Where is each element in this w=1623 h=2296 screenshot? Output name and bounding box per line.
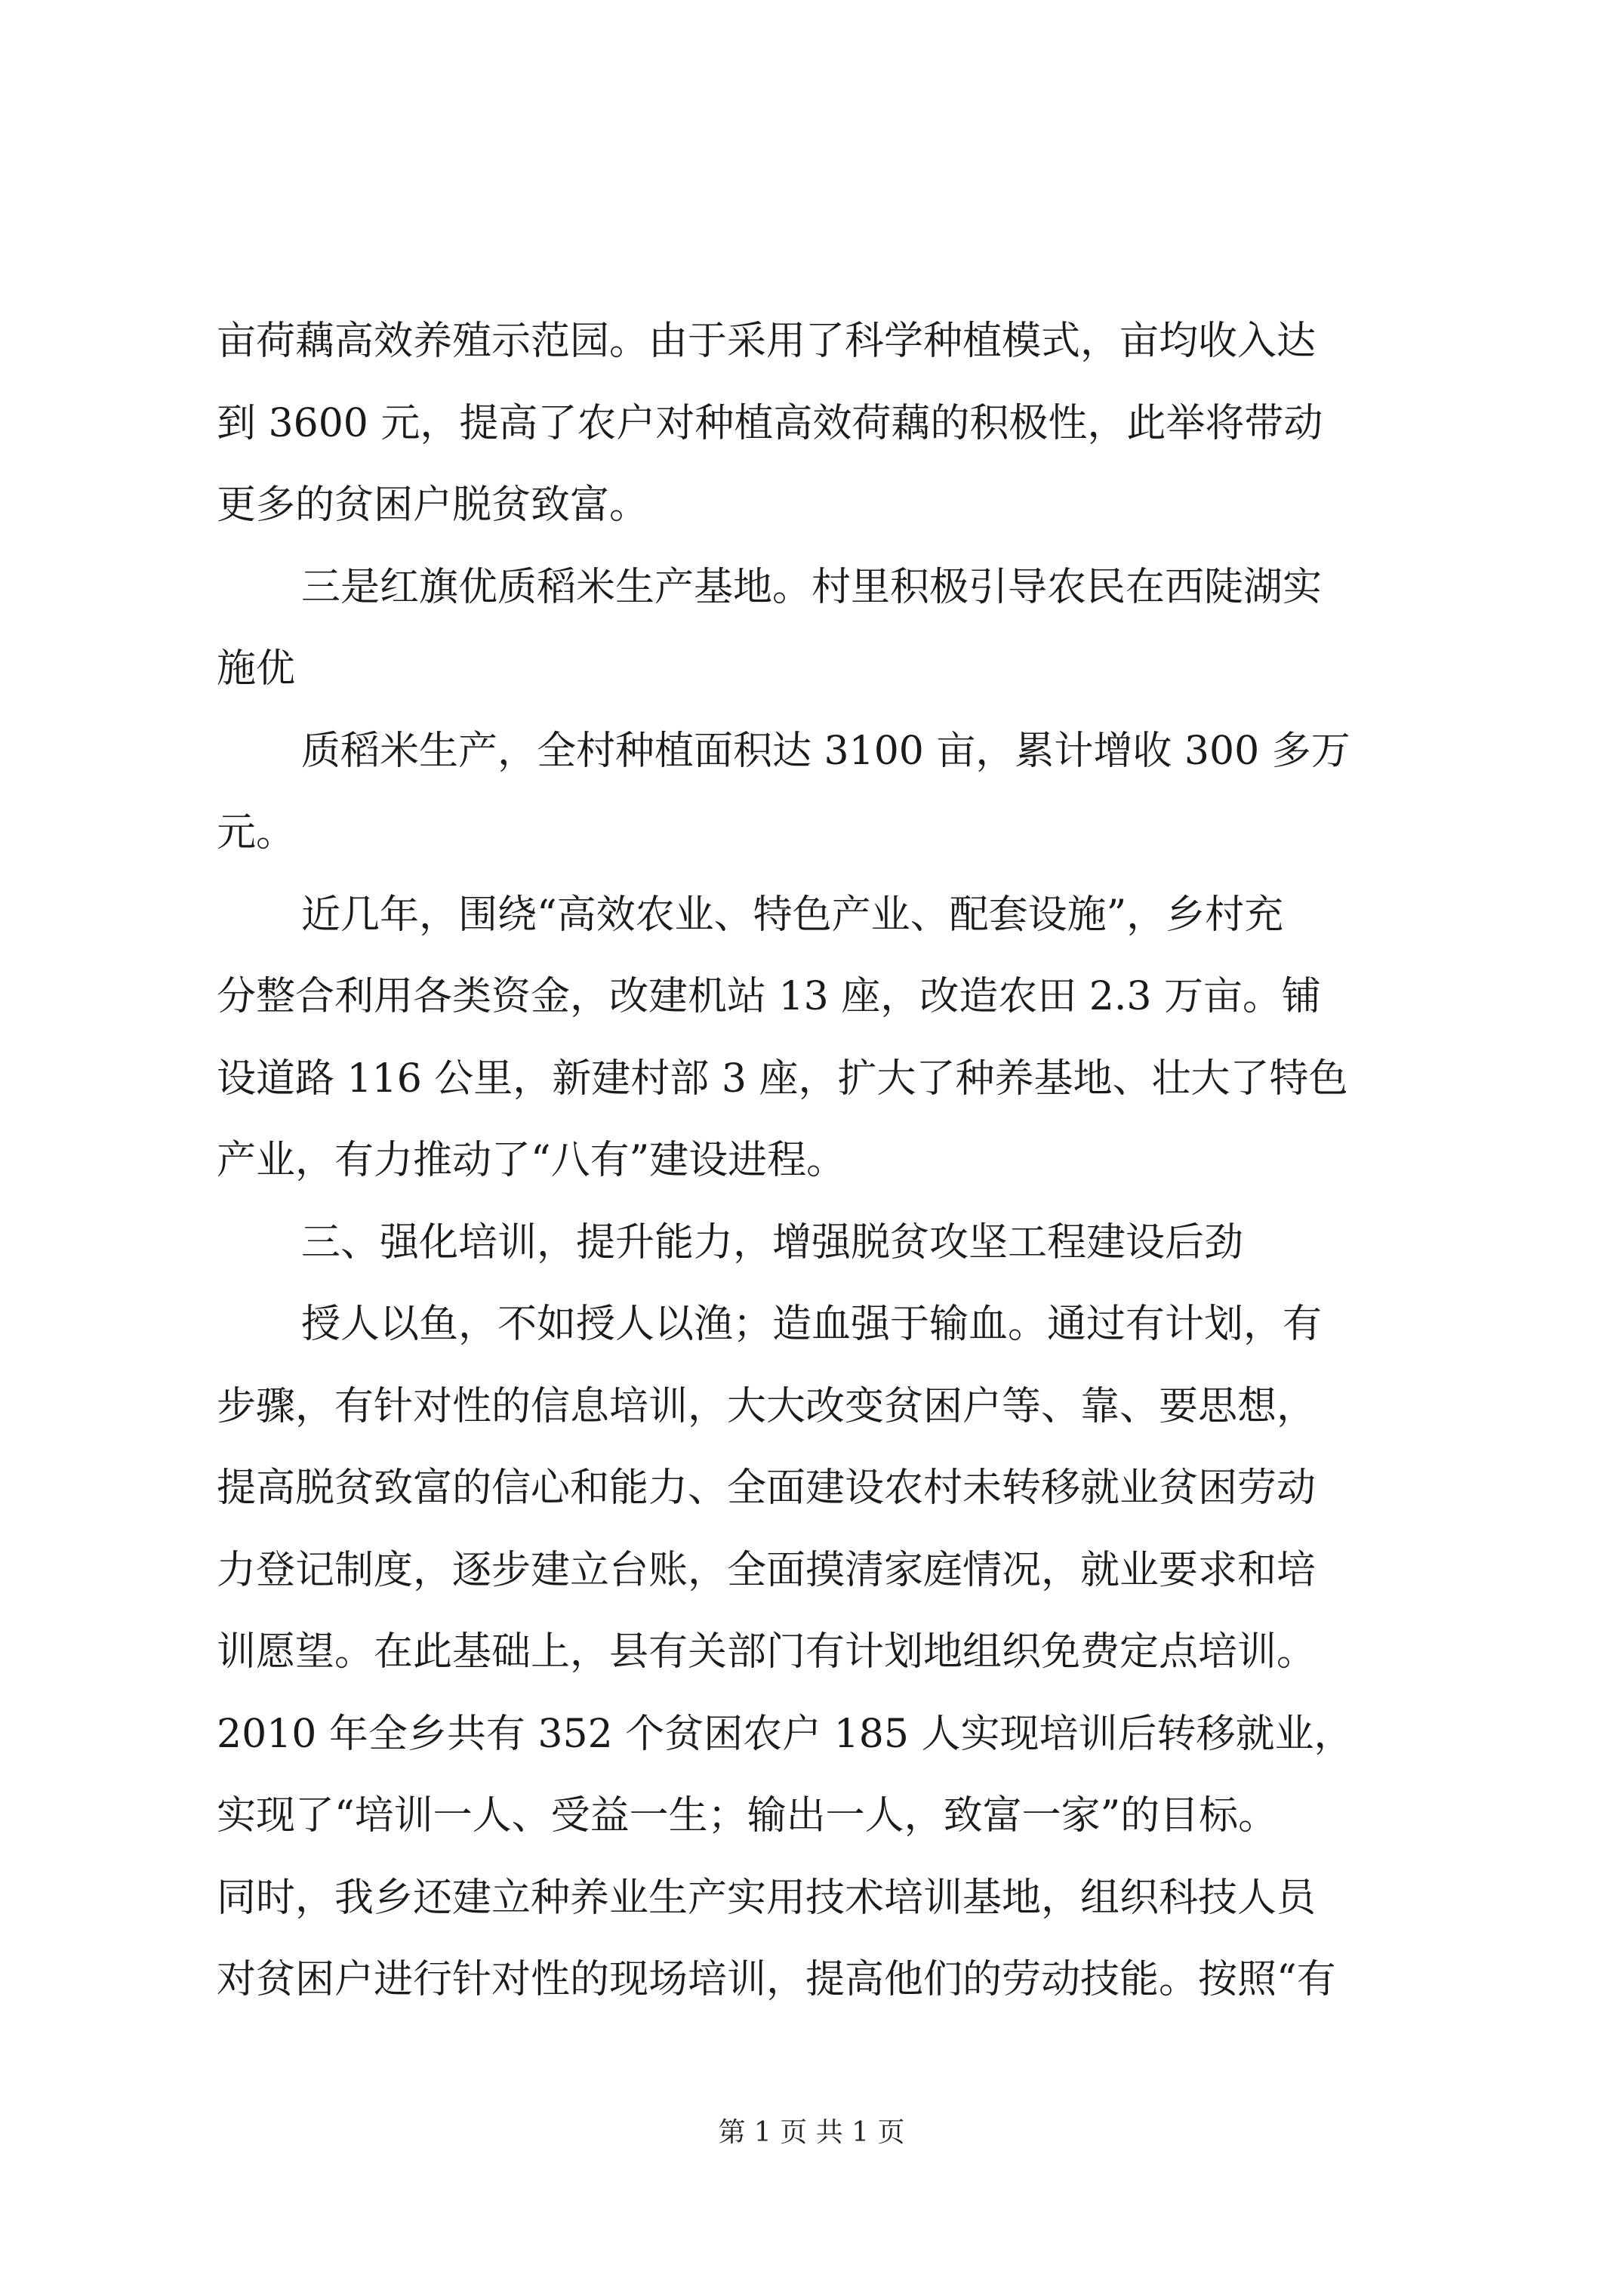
text-line: 提高脱贫致富的信心和能力、全面建设农村未转移就业贫困劳动: [217, 1465, 1317, 1511]
text-line: 对贫困户进行针对性的现场培训，提高他们的劳动技能。按照“有: [217, 1957, 1336, 2002]
text-line: 三是红旗优质稻米生产基地。村里积极引导农民在西陡湖实: [301, 564, 1323, 610]
page-footer: [0, 2114, 1623, 2152]
text-line: 同时，我乡还建立种养业生产实用技术培训基地，组织科技人员: [217, 1875, 1317, 1921]
text-line: 质稻米生产，全村种植面积达 3100 亩，累计增收 300 多万: [301, 728, 1350, 774]
text-line: 元。: [217, 810, 296, 855]
text-line: 设道路 116 公里，新建村部 3 座，扩大了种养基地、壮大了特色: [217, 1056, 1348, 1102]
text-line: 施优: [217, 646, 296, 692]
text-line: 产业，有力推动了“八有”建设进程。: [217, 1138, 846, 1183]
text-line: 2010 年全乡共有 352 个贫困农户 185 人实现培训后转移就业，: [217, 1711, 1354, 1757]
text-line: 训愿望。在此基础上，县有关部门有计划地组织免费定点培训。: [217, 1629, 1317, 1675]
text-line: 到 3600 元，提高了农户对种植高效荷藕的积极性，此举将带动: [217, 400, 1323, 446]
text-line: 步骤，有针对性的信息培训，大大改变贫困户等、靠、要思想，: [217, 1383, 1317, 1429]
text-line: 近几年，围绕“高效农业、特色产业、配套设施”，乡村充: [301, 892, 1284, 938]
text-line: 力登记制度，逐步建立台账，全面摸清家庭情况，就业要求和培: [217, 1547, 1317, 1593]
text-line: 分整合利用各类资金，改建机站 13 座，改造农田 2.3 万亩。铺: [217, 974, 1321, 1019]
text-line: 亩荷藕高效养殖示范园。由于采用了科学种植模式，亩均收入达: [217, 319, 1317, 364]
body-text: [217, 300, 1417, 2021]
text-line: 更多的贫困户脱贫致富。: [217, 482, 649, 528]
text-line: 实现了“培训一人、受益一生；输出一人，致富一家”的目标。: [217, 1793, 1278, 1838]
text-line: 授人以鱼，不如授人以渔；造血强于输血。通过有计划，有: [301, 1302, 1323, 1347]
section-heading: 三、强化培训，提升能力，增强脱贫攻坚工程建设后劲: [301, 1219, 1244, 1265]
page-number-label: 第 1 页 共 1 页: [718, 2117, 905, 2148]
